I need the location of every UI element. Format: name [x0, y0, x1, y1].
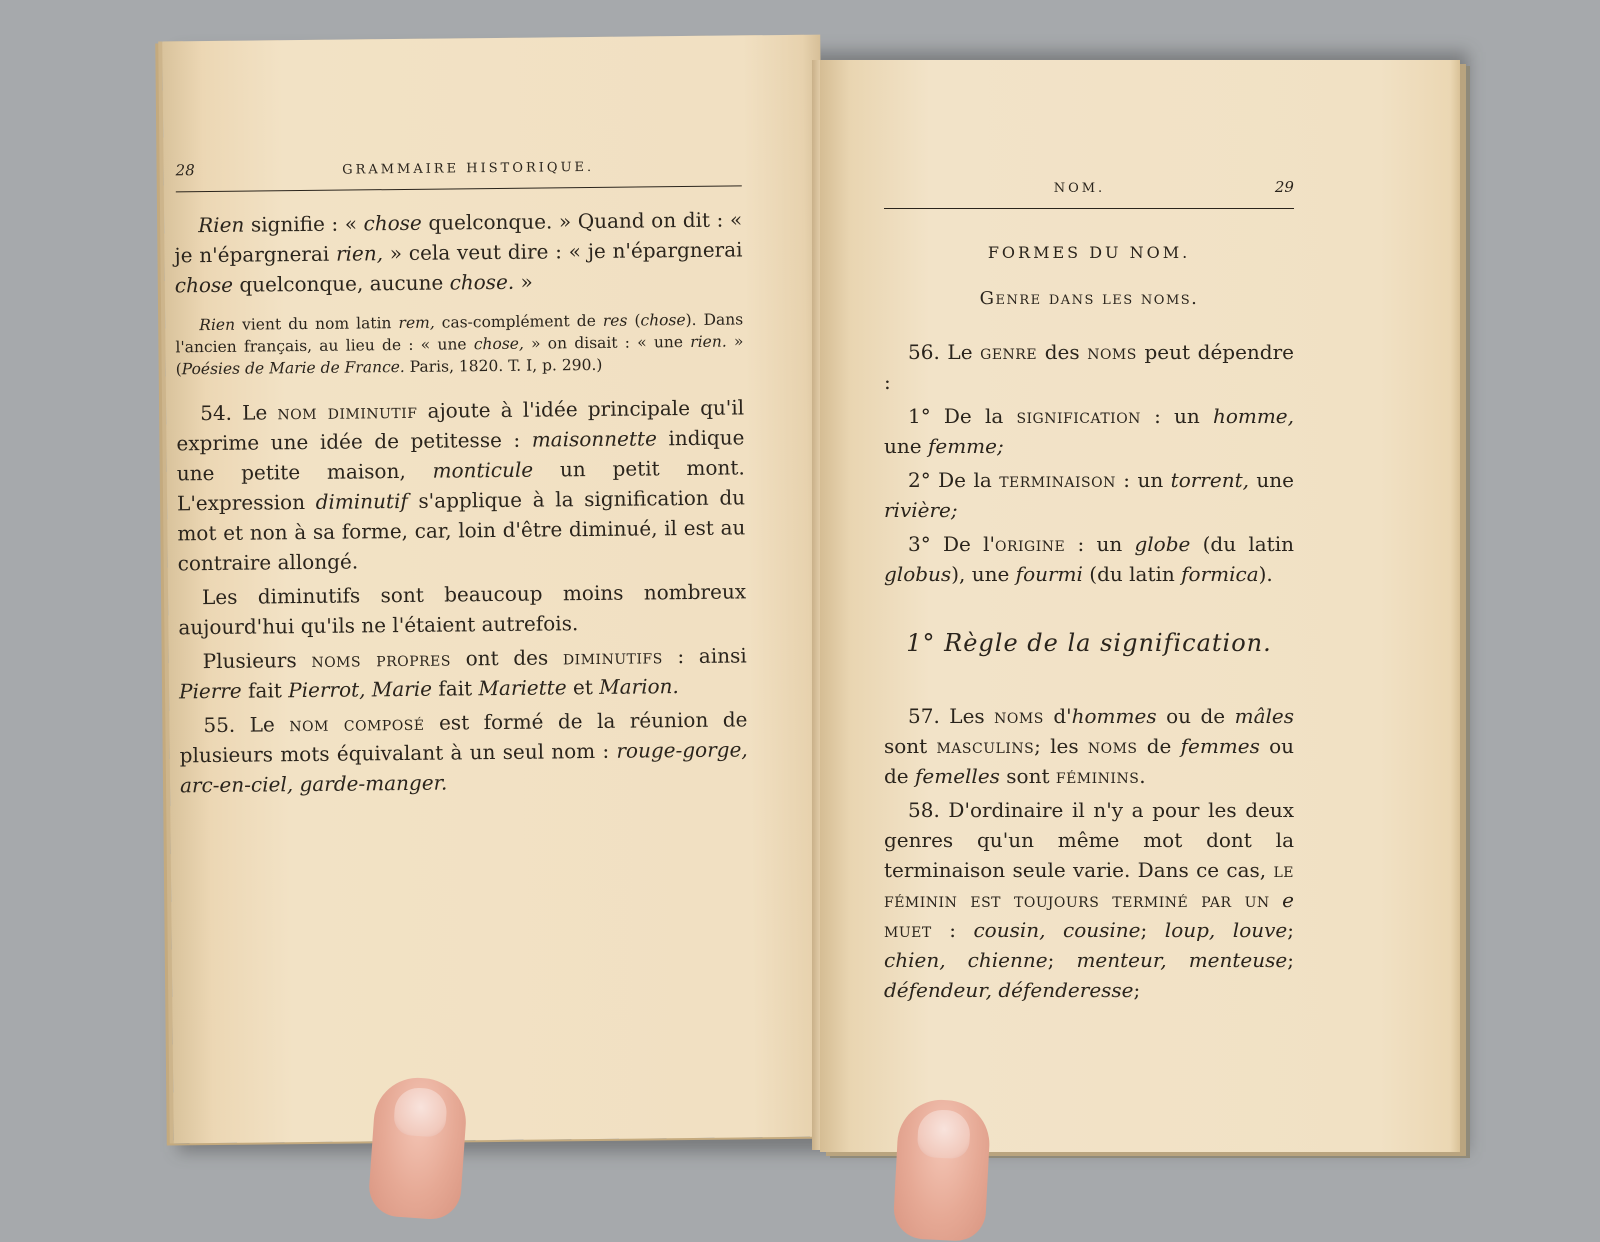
paragraph-noms-propres: Plusieurs noms propres ont des diminutifs : ainsi Pierre fait Pierrot, Marie fait Mariette et Marion.	[178, 643, 747, 704]
paragraph-56: 56. Le genre des noms peut dépendre :	[884, 340, 1294, 394]
right-page-content	[884, 178, 1294, 1009]
right-page	[820, 60, 1460, 1152]
thumb-left	[367, 1075, 469, 1221]
paragraph-56-3: 3° De l'origine : un globe (du latin globus), une fourmi (du latin formica).	[884, 532, 1294, 586]
paragraph-57: 57. Les noms d'hommes ou de mâles sont masculins; les noms de femmes ou de femelles sont féminins.	[884, 704, 1294, 788]
thumb-right	[892, 1098, 991, 1242]
thumbnail-left	[393, 1086, 448, 1138]
paragraph-56-1: 1° De la signification : un homme, une femme;	[884, 404, 1294, 458]
section-title: FORMES DU NOM.	[987, 243, 1191, 262]
right-running-head	[884, 178, 1294, 209]
paragraph-diminutifs: Les diminutifs sont beaucoup moins nombreux aujourd'hui qu'ils ne l'étaient autrefois.	[178, 579, 747, 640]
right-text-block	[884, 337, 1294, 589]
paragraph-55: 55. Le nom composé est formé de la réunion de plusieurs mots équivalant à un seul nom : rouge-gorge, arc-en-ciel, garde-manger.	[179, 707, 748, 798]
running-head-title: NOM.	[1053, 181, 1106, 196]
page-number-29: 29	[1274, 178, 1294, 196]
paragraph-56-2: 2° De la terminaison : un torrent, une rivière;	[884, 468, 1294, 522]
page-number-28: 28	[175, 161, 195, 180]
left-page	[162, 35, 832, 1144]
rule-title: 1° Règle de la signification.	[906, 629, 1272, 657]
left-text-block-2	[176, 392, 748, 800]
paragraph-rien: Rien signifie : « chose quelconque. » Quand on dit : « je n'épargnerai rien, » cela veut dire : « je n'épargnerai chose quelconque, aucune chose. »	[174, 207, 743, 298]
paragraph-54: 54. Le nom diminutif ajoute à l'idée principale qu'il exprime une idée de petitesse : maisonnette indique une petite maison, monticule un petit mont. L'expression diminutif s'applique à la signification du mot et non à sa forme, car, loin d'être diminué, il est au contraire allongé.	[176, 395, 746, 576]
running-head-title: GRAMMAIRE HISTORIQUE.	[342, 159, 595, 178]
right-text-block-2	[884, 701, 1294, 1005]
left-text-block	[174, 204, 743, 300]
left-page-content	[174, 155, 750, 802]
thumbnail-right	[917, 1109, 971, 1160]
footnote-rien: Rien vient du nom latin rem, cas-complément de res (chose). Dans l'ancien français, au lieu de : « une chose, » on disait : « une rien. » (Poésies de Marie de France. Paris, 1820. T. I, p. 290.)	[175, 310, 744, 379]
paragraph-58: 58. D'ordinaire il n'y a pour les deux genres qu'un même mot dont la terminaison seule varie. Dans ce cas, le féminin est toujours terminé par un e muet : cousin, cousine; loup, louve; chien, chienne; menteur, menteuse; défendeur, défenderesse;	[884, 798, 1295, 1002]
subsection-title: Genre dans les noms.	[979, 288, 1199, 309]
left-running-head	[176, 155, 742, 192]
